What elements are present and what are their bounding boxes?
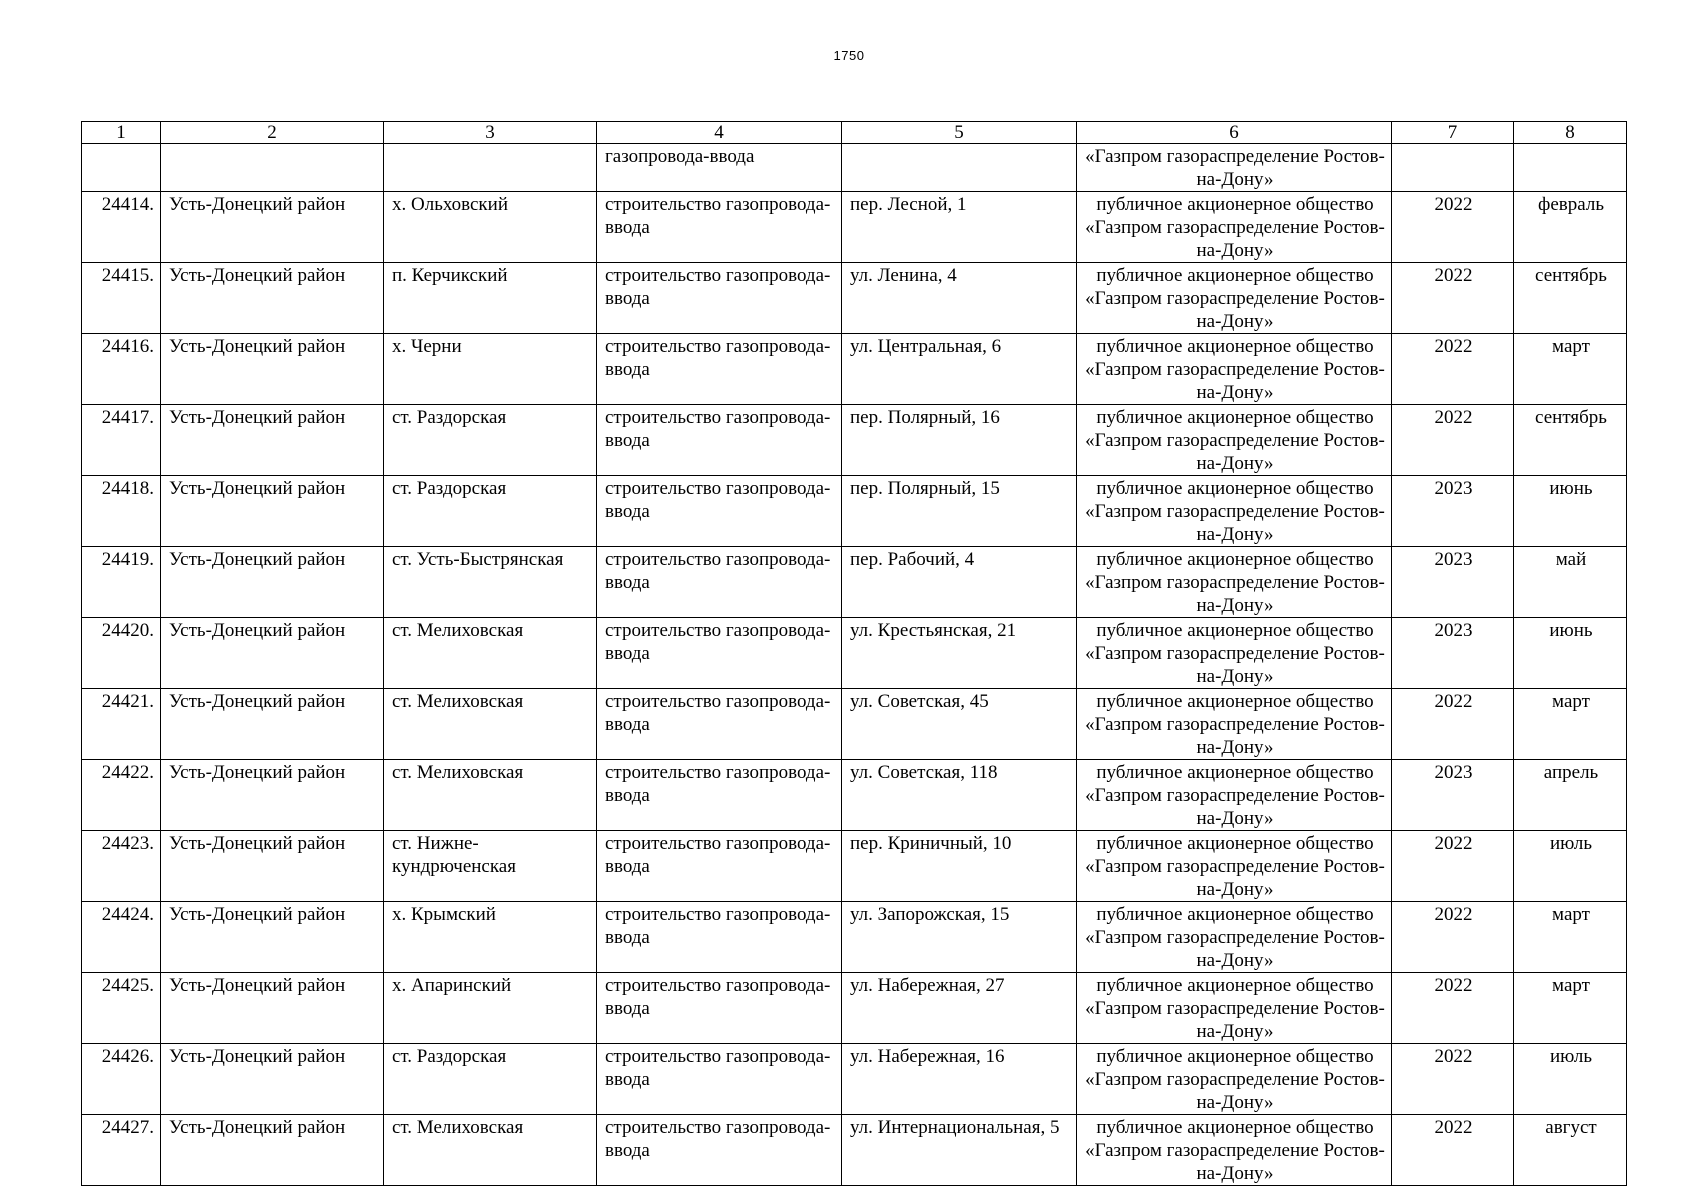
cell-year (1392, 144, 1514, 192)
cell-work: газопровода-ввода (597, 144, 842, 192)
table-row (82, 476, 1627, 547)
cell-district: Усть-Донецкий район (161, 689, 384, 760)
column-number: 5 (842, 122, 1077, 144)
cell-year: 2023 (1392, 618, 1514, 689)
cell-address: ул. Ленина, 4 (842, 263, 1077, 334)
cell-address: ул. Крестьянская, 21 (842, 618, 1077, 689)
table-row (82, 689, 1627, 760)
cell-work: строительство газопровода-ввода (597, 831, 842, 902)
cell-month: март (1514, 334, 1627, 405)
cell-org: публичное акционерное общество «Газпром газораспределение Ростов-на-Дону» (1077, 760, 1392, 831)
cell-settlement: х. Ольховский (384, 192, 597, 263)
cell-address: пер. Криничный, 10 (842, 831, 1077, 902)
cell-org: публичное акционерное общество «Газпром газораспределение Ростов-на-Дону» (1077, 334, 1392, 405)
column-number: 8 (1514, 122, 1627, 144)
cell-month (1514, 144, 1627, 192)
cell-num: 24416. (82, 334, 161, 405)
cell-settlement: ст. Раздорская (384, 1044, 597, 1115)
table-row (82, 547, 1627, 618)
cell-month: февраль (1514, 192, 1627, 263)
table-row (82, 334, 1627, 405)
cell-org: публичное акционерное общество «Газпром газораспределение Ростов-на-Дону» (1077, 476, 1392, 547)
cell-org: публичное акционерное общество «Газпром газораспределение Ростов-на-Дону» (1077, 902, 1392, 973)
cell-address (842, 144, 1077, 192)
cell-district: Усть-Донецкий район (161, 1044, 384, 1115)
cell-work: строительство газопровода-ввода (597, 476, 842, 547)
page-number: 1750 (833, 48, 865, 63)
cell-month: май (1514, 547, 1627, 618)
table-row (82, 831, 1627, 902)
cell-settlement: ст. Мелиховская (384, 1115, 597, 1186)
cell-org: публичное акционерное общество «Газпром газораспределение Ростов-на-Дону» (1077, 618, 1392, 689)
column-number: 1 (82, 122, 161, 144)
cell-work: строительство газопровода-ввода (597, 760, 842, 831)
cell-address: ул. Советская, 118 (842, 760, 1077, 831)
cell-settlement: х. Крымский (384, 902, 597, 973)
table-row (82, 263, 1627, 334)
cell-month: сентябрь (1514, 405, 1627, 476)
cell-address: ул. Советская, 45 (842, 689, 1077, 760)
column-number: 3 (384, 122, 597, 144)
cell-year: 2023 (1392, 760, 1514, 831)
cell-num: 24427. (82, 1115, 161, 1186)
cell-district: Усть-Донецкий район (161, 263, 384, 334)
cell-year: 2022 (1392, 1115, 1514, 1186)
cell-month: сентябрь (1514, 263, 1627, 334)
column-number: 4 (597, 122, 842, 144)
cell-address: ул. Интернациональная, 5 (842, 1115, 1077, 1186)
cell-org: «Газпром газораспределение Ростов-на-Дону» (1077, 144, 1392, 192)
cell-address: ул. Набережная, 27 (842, 973, 1077, 1044)
cell-district: Усть-Донецкий район (161, 334, 384, 405)
continuation-row (82, 144, 1627, 192)
cell-year: 2022 (1392, 263, 1514, 334)
cell-month: апрель (1514, 760, 1627, 831)
cell-address: пер. Полярный, 16 (842, 405, 1077, 476)
cell-year: 2022 (1392, 973, 1514, 1044)
cell-month: март (1514, 689, 1627, 760)
cell-year: 2022 (1392, 902, 1514, 973)
cell-work: строительство газопровода-ввода (597, 1115, 842, 1186)
cell-org: публичное акционерное общество «Газпром газораспределение Ростов-на-Дону» (1077, 831, 1392, 902)
cell-org: публичное акционерное общество «Газпром газораспределение Ростов-на-Дону» (1077, 192, 1392, 263)
cell-work: строительство газопровода-ввода (597, 689, 842, 760)
cell-num: 24424. (82, 902, 161, 973)
cell-num: 24417. (82, 405, 161, 476)
column-number: 6 (1077, 122, 1392, 144)
cell-settlement: ст. Мелиховская (384, 618, 597, 689)
cell-year: 2022 (1392, 192, 1514, 263)
cell-district: Усть-Донецкий район (161, 760, 384, 831)
table-row (82, 902, 1627, 973)
table-row (82, 1115, 1627, 1186)
cell-district: Усть-Донецкий район (161, 973, 384, 1044)
cell-year: 2022 (1392, 689, 1514, 760)
cell-district: Усть-Донецкий район (161, 1115, 384, 1186)
cell-year: 2022 (1392, 405, 1514, 476)
cell-num: 24414. (82, 192, 161, 263)
cell-address: пер. Полярный, 15 (842, 476, 1077, 547)
cell-address: пер. Рабочий, 4 (842, 547, 1077, 618)
cell-num: 24425. (82, 973, 161, 1044)
cell-month: июль (1514, 831, 1627, 902)
cell-month: август (1514, 1115, 1627, 1186)
cell-settlement: ст. Раздорская (384, 405, 597, 476)
cell-work: строительство газопровода-ввода (597, 902, 842, 973)
cell-num: 24418. (82, 476, 161, 547)
cell-year: 2023 (1392, 476, 1514, 547)
cell-work: строительство газопровода-ввода (597, 973, 842, 1044)
cell-month: март (1514, 973, 1627, 1044)
cell-year: 2022 (1392, 831, 1514, 902)
table-row (82, 405, 1627, 476)
column-number-row (82, 122, 1627, 144)
cell-settlement: ст. Раздорская (384, 476, 597, 547)
table-row (82, 973, 1627, 1044)
cell-month: июнь (1514, 618, 1627, 689)
cell-district: Усть-Донецкий район (161, 547, 384, 618)
cell-settlement (384, 144, 597, 192)
cell-district: Усть-Донецкий район (161, 902, 384, 973)
cell-district: Усть-Донецкий район (161, 476, 384, 547)
cell-work: строительство газопровода-ввода (597, 334, 842, 405)
cell-num: 24415. (82, 263, 161, 334)
column-number: 7 (1392, 122, 1514, 144)
cell-org: публичное акционерное общество «Газпром газораспределение Ростов-на-Дону» (1077, 263, 1392, 334)
cell-org: публичное акционерное общество «Газпром газораспределение Ростов-на-Дону» (1077, 1044, 1392, 1115)
table-row (82, 192, 1627, 263)
table-row (82, 1044, 1627, 1115)
cell-org: публичное акционерное общество «Газпром газораспределение Ростов-на-Дону» (1077, 547, 1392, 618)
column-number: 2 (161, 122, 384, 144)
cell-address: ул. Запорожская, 15 (842, 902, 1077, 973)
registry-table (81, 121, 1627, 1186)
table-row (82, 760, 1627, 831)
cell-district: Усть-Донецкий район (161, 618, 384, 689)
cell-work: строительство газопровода-ввода (597, 263, 842, 334)
cell-settlement: ст. Мелиховская (384, 689, 597, 760)
cell-org: публичное акционерное общество «Газпром газораспределение Ростов-на-Дону» (1077, 1115, 1392, 1186)
cell-year: 2022 (1392, 1044, 1514, 1115)
cell-work: строительство газопровода-ввода (597, 618, 842, 689)
cell-num: 24422. (82, 760, 161, 831)
cell-work: строительство газопровода-ввода (597, 192, 842, 263)
cell-num: 24420. (82, 618, 161, 689)
cell-settlement: п. Керчикский (384, 263, 597, 334)
cell-district: Усть-Донецкий район (161, 405, 384, 476)
cell-num: 24423. (82, 831, 161, 902)
cell-num (82, 144, 161, 192)
cell-num: 24421. (82, 689, 161, 760)
cell-address: ул. Набережная, 16 (842, 1044, 1077, 1115)
cell-address: пер. Лесной, 1 (842, 192, 1077, 263)
cell-settlement: ст. Нижне-кундрюченская (384, 831, 597, 902)
cell-work: строительство газопровода-ввода (597, 547, 842, 618)
cell-settlement: х. Черни (384, 334, 597, 405)
cell-month: июль (1514, 1044, 1627, 1115)
cell-org: публичное акционерное общество «Газпром газораспределение Ростов-на-Дону» (1077, 405, 1392, 476)
cell-settlement: х. Апаринский (384, 973, 597, 1044)
cell-work: строительство газопровода-ввода (597, 405, 842, 476)
cell-address: ул. Центральная, 6 (842, 334, 1077, 405)
cell-work: строительство газопровода-ввода (597, 1044, 842, 1115)
cell-month: март (1514, 902, 1627, 973)
cell-org: публичное акционерное общество «Газпром газораспределение Ростов-на-Дону» (1077, 689, 1392, 760)
cell-month: июнь (1514, 476, 1627, 547)
cell-district: Усть-Донецкий район (161, 831, 384, 902)
cell-district: Усть-Донецкий район (161, 192, 384, 263)
table-row (82, 618, 1627, 689)
cell-year: 2023 (1392, 547, 1514, 618)
cell-org: публичное акционерное общество «Газпром газораспределение Ростов-на-Дону» (1077, 973, 1392, 1044)
cell-district (161, 144, 384, 192)
cell-settlement: ст. Усть-Быстрянская (384, 547, 597, 618)
cell-settlement: ст. Мелиховская (384, 760, 597, 831)
cell-year: 2022 (1392, 334, 1514, 405)
cell-num: 24426. (82, 1044, 161, 1115)
cell-num: 24419. (82, 547, 161, 618)
